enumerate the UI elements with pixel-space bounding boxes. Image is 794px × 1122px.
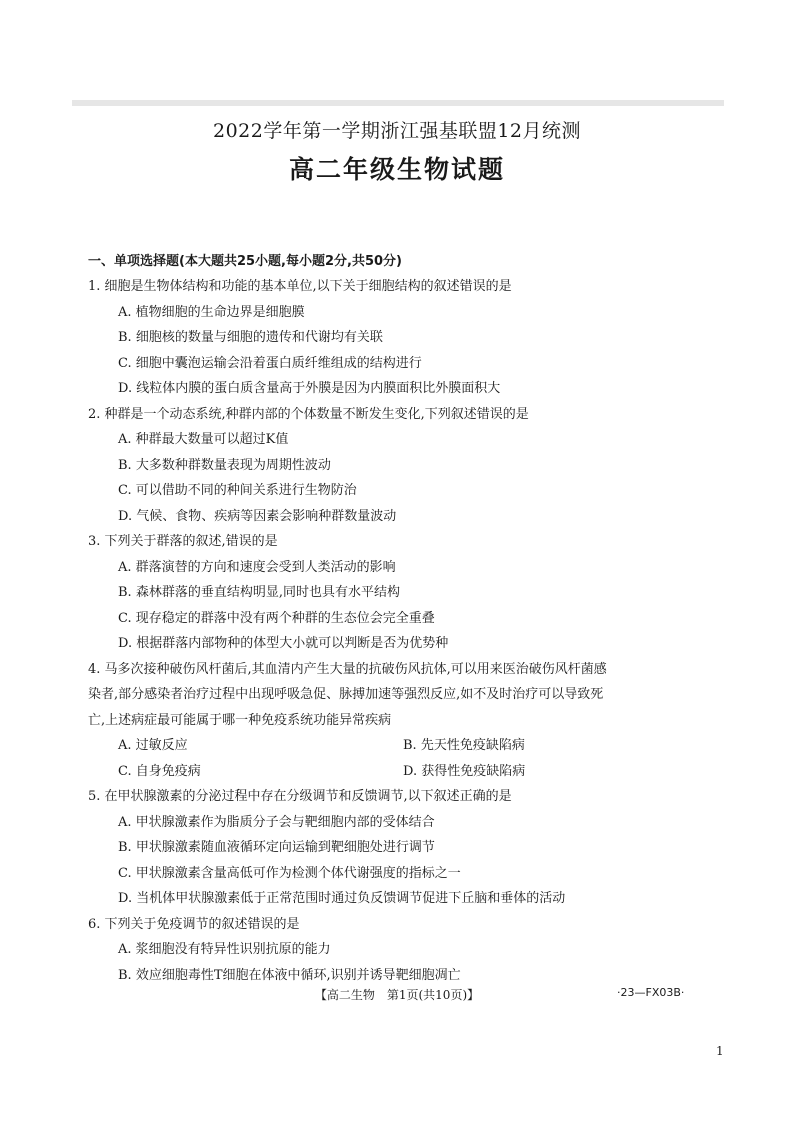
option-a: A. 过敏反应 <box>118 738 188 753</box>
question-stem: 5. 在甲状腺激素的分泌过程中存在分级调节和反馈调节,以下叙述正确的是 <box>88 789 512 804</box>
page-number: 1 <box>716 1044 724 1058</box>
option-c: C. 现存稳定的群落中没有两个种群的生态位会完全重叠 <box>118 610 435 626</box>
question-1 <box>88 274 718 402</box>
question-stem: 2. 种群是一个动态系统,种群内部的个体数量不断发生变化,下列叙述错误的是 <box>88 406 529 422</box>
top-rule <box>72 100 724 106</box>
option-b: B. 效应细胞毒性T细胞在体液中循环,识别并诱导靶细胞凋亡 <box>118 967 461 983</box>
question-stem: 6. 下列关于免疫调节的叙述错误的是 <box>88 916 300 932</box>
question-stem: 3. 下列关于群落的叙述,错误的是 <box>88 534 278 549</box>
option-a: A. 甲状腺激素作为脂质分子会与靶细胞内部的受体结合 <box>118 814 435 830</box>
question-2 <box>88 402 718 530</box>
option-c: C. 自身免疫病 <box>118 763 201 779</box>
question-stem-line: 亡,上述病症最可能属于哪一种免疫系统功能异常疾病 <box>88 712 392 728</box>
question-list <box>88 274 718 988</box>
page-footer: 【高二生物 第1页(共10页)】 <box>314 988 480 1002</box>
option-a: A. 种群最大数量可以超过K值 <box>118 432 289 447</box>
option-b: B. 先天性免疫缺陷病 <box>403 738 525 753</box>
option-b: B. 甲状腺激素随血液循环定向运输到靶细胞处进行调节 <box>118 840 435 855</box>
paper-code: ·23—FX03B· <box>617 986 685 999</box>
section-heading: 一、单项选择题(本大题共25小题,每小题2分,共50分) <box>88 254 402 269</box>
question-stem-line: 4. 马多次接种破伤风杆菌后,其血清内产生大量的抗破伤风抗体,可以用来医治破伤风杆菌感 <box>88 661 607 677</box>
exam-title-line1: 2022学年第一学期浙江强基联盟12月统测 <box>212 120 582 142</box>
question-6 <box>88 912 718 989</box>
option-d: D. 气候、食物、疾病等因素会影响种群数量波动 <box>118 508 397 524</box>
question-4 <box>88 657 718 785</box>
option-d: D. 根据群落内部物种的体型大小就可以判断是否为优势种 <box>118 636 449 651</box>
question-stem-line: 染者,部分感染者治疗过程中出现呼吸急促、脉搏加速等强烈反应,如不及时治疗可以导致死 <box>88 687 604 702</box>
option-a: A. 植物细胞的生命边界是细胞膜 <box>118 304 305 320</box>
option-row <box>88 759 718 785</box>
option-a: A. 群落演替的方向和速度会受到人类活动的影响 <box>118 559 396 575</box>
option-a: A. 浆细胞没有特异性识别抗原的能力 <box>118 942 331 957</box>
option-c: C. 甲状腺激素含量高低可作为检测个体代谢强度的指标之一 <box>118 865 461 881</box>
option-row <box>88 733 718 759</box>
question-3 <box>88 529 718 657</box>
question-5 <box>88 784 718 912</box>
option-c: C. 可以借助不同的种间关系进行生物防治 <box>118 483 357 498</box>
option-b: B. 森林群落的垂直结构明显,同时也具有水平结构 <box>118 585 400 600</box>
option-d: D. 获得性免疫缺陷病 <box>403 763 526 779</box>
exam-title-line2: 高二年级生物试题 <box>288 155 505 184</box>
option-d: D. 线粒体内膜的蛋白质含量高于外膜是因为内膜面积比外膜面积大 <box>118 381 501 396</box>
option-d: D. 当机体甲状腺激素低于正常范围时通过负反馈调节促进下丘脑和垂体的活动 <box>118 891 566 906</box>
option-c: C. 细胞中囊泡运输会沿着蛋白质纤维组成的结构进行 <box>118 355 422 371</box>
option-b: B. 细胞核的数量与细胞的遗传和代谢均有关联 <box>118 330 383 345</box>
question-stem: 1. 细胞是生物体结构和功能的基本单位,以下关于细胞结构的叙述错误的是 <box>88 279 512 294</box>
option-b: B. 大多数种群数量表现为周期性波动 <box>118 457 331 473</box>
